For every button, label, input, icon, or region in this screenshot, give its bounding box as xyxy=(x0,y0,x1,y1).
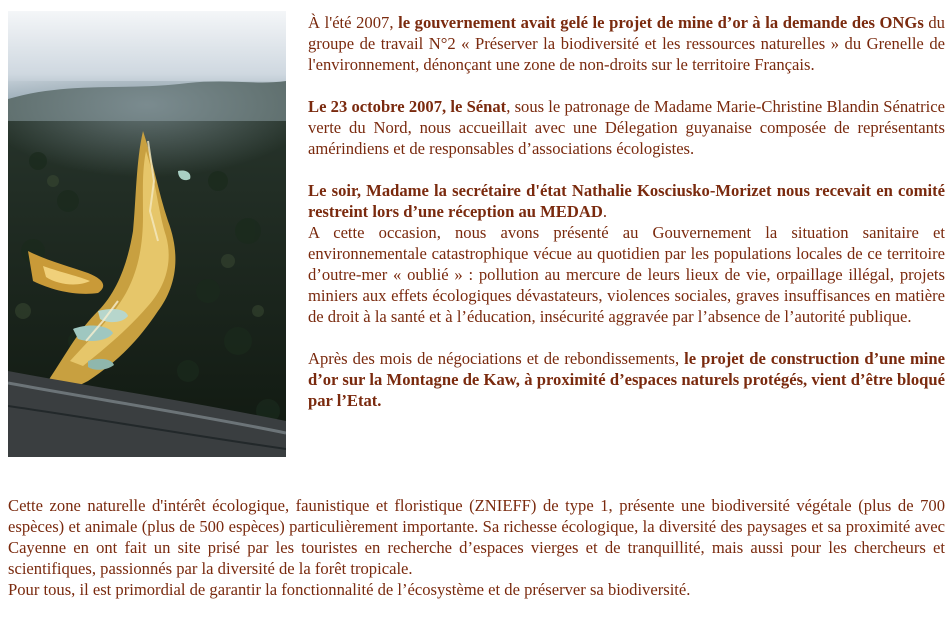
p3-bold: Le soir, Madame la secrétaire d'état Nathalie Kosciusko-Morizet nous recevait en comité restreint lors d’une réception au MEDAD xyxy=(308,181,945,221)
p5-bold: le projet de construction d’une mine d’or sur la Montagne de Kaw, à proximité d’espaces naturels protégés, vient d’être bloqué par l’Etat. xyxy=(308,349,945,410)
paragraph-grenelle xyxy=(308,12,945,75)
aerial-mining-photo xyxy=(8,11,286,457)
p6-text: Cette zone naturelle d'intérêt écologique, faunistique et floristique (ZNIEFF) de type 1, présente une biodiversité végétale (plus de 700 espèces) et animale (plus de 500 espèces) particulièrement importante. Sa richesse écologique, la diversité des paysages et sa proximité avec Cayenne en ont fait un site prisé par les touristes en recherche d’espaces vierges et de tranquillité, mais aussi pour les chercheurs et scientifiques, passionnés par la diversité de la forêt tropicale. xyxy=(8,496,945,578)
p3-rest: . xyxy=(602,202,607,221)
p1-rest: du groupe de travail N°2 « Préserver la biodiversité et les ressources naturelles » du Grenelle de l'environnement, dénonçant une zone de non-droits sur le territoire Français. xyxy=(308,13,945,74)
paragraph-znieff xyxy=(8,495,945,579)
p1-bold: le gouvernement avait gelé le projet de mine d’or à la demande des ONGs xyxy=(398,13,924,32)
p1-intro: À l'été 2007, xyxy=(308,13,399,32)
p7-text: Pour tous, il est primordial de garantir la fonctionnalité de l’écosystème et de préserver sa biodiversité. xyxy=(8,580,691,599)
p2-rest: , sous le patronage de Madame Marie-Christine Blandin Sénatrice verte du Nord, nous accueillait avec une Délegation guyanaise composée de représentants amérindiens et de responsables d’associations écologistes. xyxy=(308,97,945,158)
paragraph-conclusion xyxy=(8,579,945,600)
paragraph-senat xyxy=(308,96,945,159)
p5-intro: Après des mois de négociations et de rebondissements, xyxy=(308,349,685,368)
paragraph-medad xyxy=(308,180,945,222)
p4-text: A cette occasion, nous avons présenté au Gouvernement la situation sanitaire et environnementale catastrophique vécue au quotidien par les populations locales de ce territoire d’outre-mer « oublié » : pollution au mercure de leurs lieux de vie, orpaillage illégal, projets miniers aux effets écologiques dévastateurs, violences sociales, graves insuffisances en matière de droit à la santé et à l’éducation, insécurité aggravée par l’absence de l’autorité publique. xyxy=(308,223,945,326)
bottom-text-block xyxy=(8,495,945,600)
right-text-column xyxy=(308,12,945,432)
aerial-mining-photo-icon xyxy=(8,11,286,457)
paragraph-negociations xyxy=(308,348,945,411)
p2-bold: Le 23 octobre 2007, le Sénat xyxy=(308,97,507,116)
paragraph-situation xyxy=(308,222,945,327)
